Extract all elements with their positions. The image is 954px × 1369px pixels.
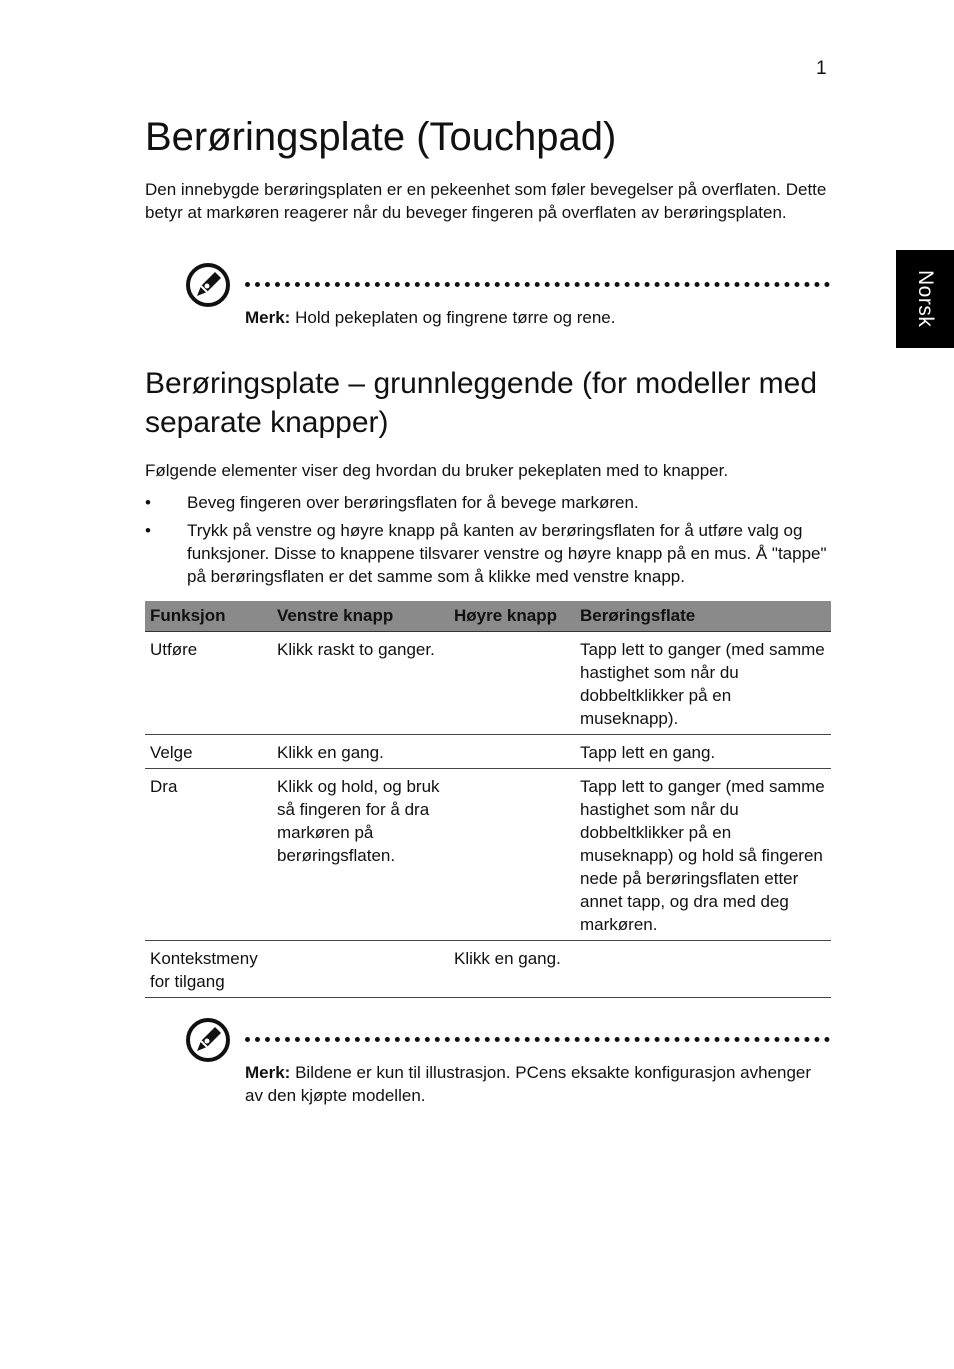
function-table [145, 601, 831, 998]
note-pencil-icon [185, 262, 231, 308]
table-cell [449, 769, 575, 941]
column-header-touch-surface: Berøringsflate [575, 601, 831, 632]
column-header-function: Funksjon [145, 601, 272, 632]
bullet-text: Beveg fingeren over berøringsflaten for å bevege markøren. [187, 493, 639, 512]
table-row [145, 941, 831, 998]
note-body: Hold pekeplaten og fingrene tørre og rene. [295, 308, 616, 327]
bullet-text: Trykk på venstre og høyre knapp på kanten av berøringsflaten for å utføre valg og funksjoner. Disse to knappene tilsvarer venstre og høyre knapp på en mus. Å "tappe" på berøringsflaten er det samme som å klikke med venstre knapp. [187, 521, 827, 586]
table-cell: Dra [145, 769, 272, 941]
table-header-row [145, 601, 831, 632]
table-cell [449, 735, 575, 769]
note-divider [245, 1037, 830, 1042]
table-cell: Klikk raskt to ganger. [272, 632, 449, 735]
table-cell [449, 632, 575, 735]
table-cell: Tapp lett to ganger (med samme hastighet som når du dobbeltklikker på en museknapp) og hold så fingeren nede på berøringsflaten etter annet tapp, og dra med deg markøren. [575, 769, 831, 941]
note-text [245, 306, 830, 329]
table-cell: Klikk en gang. [272, 735, 449, 769]
table-row [145, 735, 831, 769]
page-number: 1 [816, 58, 827, 79]
page-title: Berøringsplate (Touchpad) [145, 115, 617, 159]
note-label: Merk: [245, 308, 291, 327]
note-label: Merk: [245, 1063, 291, 1082]
table-row [145, 769, 831, 941]
language-tab-label: Norsk [914, 270, 937, 328]
table-cell: Tapp lett en gang. [575, 735, 831, 769]
note-pencil-icon [185, 1017, 231, 1063]
note-divider [245, 282, 830, 287]
table-cell: Kontekstmeny for tilgang [145, 941, 272, 998]
table-cell: Klikk en gang. [449, 941, 575, 998]
table-cell [272, 941, 449, 998]
table-cell: Tapp lett to ganger (med samme hastighet som når du dobbeltklikker på en museknapp). [575, 632, 831, 735]
intro-paragraph: Den innebygde berøringsplaten er en pekeenhet som føler bevegelser på overflaten. Dette betyr at markøren reagerer når du beveger fingeren på overflaten av berøringsplaten. [145, 180, 827, 222]
language-tab [896, 250, 954, 348]
list-item [145, 491, 835, 514]
column-header-left-button: Venstre knapp [272, 601, 449, 632]
bullet-symbol: • [145, 493, 151, 512]
table-cell: Utføre [145, 632, 272, 735]
column-header-right-button: Høyre knapp [449, 601, 575, 632]
list-item [145, 519, 835, 588]
table-cell: Velge [145, 735, 272, 769]
table-cell [575, 941, 831, 998]
bullet-list [145, 491, 835, 593]
table-row [145, 632, 831, 735]
table-cell: Klikk og hold, og bruk så fingeren for å dra markøren på berøringsflaten. [272, 769, 449, 941]
section-lead: Følgende elementer viser deg hvordan du bruker pekeplaten med to knapper. [145, 461, 729, 480]
bullet-symbol: • [145, 521, 151, 540]
section-heading: Berøringsplate – grunnleggende (for modeller med separate knapper) [145, 367, 818, 439]
note-body: Bildene er kun til illustrasjon. PCens eksakte konfigurasjon avhenger av den kjøpte modellen. [245, 1063, 812, 1105]
note-text [245, 1061, 830, 1107]
